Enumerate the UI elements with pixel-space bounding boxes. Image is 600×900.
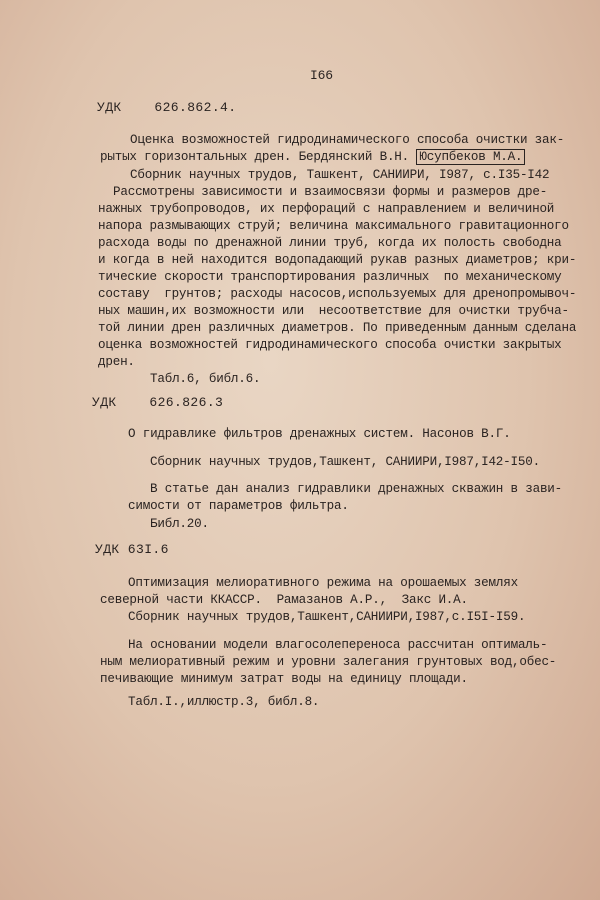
abstract-text-line: расхода воды по дренажной линии труб, когда их полость свободна <box>98 236 562 250</box>
source-citation: Сборник научных трудов,Ташкент, САНИИРИ,I987,I42-I50. <box>150 455 540 469</box>
source-citation: Сборник научных трудов,Ташкент,САНИИРИ,I987,с.I5I-I59. <box>128 610 526 624</box>
abstract-text-line: печивающие минимум затрат воды на единицу площади. <box>100 672 468 686</box>
abstract-text-line: На основании модели влагосолепереноса рассчитан оптималь- <box>128 638 548 652</box>
footnote-biblio: Библ.20. <box>150 517 209 531</box>
page-number: I66 <box>310 68 333 83</box>
udk-code: УДК 63I.6 <box>95 542 169 557</box>
abstract-text-line: дрен. <box>98 355 135 369</box>
abstract-text-line: напора размывающих струй; величина максимального гравитационного <box>98 219 569 233</box>
source-citation: Сборник научных трудов, Ташкент, САНИИРИ, I987, с.I35-I42 <box>130 168 550 182</box>
abstract-title-line: Оценка возможностей гидродинамического способа очистки зак- <box>130 133 565 147</box>
abstract-text-line: тические скорости транспортирования различных по механическому <box>98 270 562 284</box>
abstract-text-line: ным мелиоративный режим и уровни залегания грунтовых вод,обес- <box>100 655 557 669</box>
abstract-text-line: Рассмотрены зависимости и взаимосвязи формы и размеров дре- <box>113 185 548 199</box>
footnote-biblio: Табл.6, библ.6. <box>150 372 261 386</box>
abstract-text-line: той линии дрен различных диаметров. По приведенным данным сделана <box>98 321 577 335</box>
abstract-text-line: В статье дан анализ гидравлики дренажных скважин в зави- <box>150 482 563 496</box>
footnote-biblio: Табл.I.,иллюстр.3, библ.8. <box>128 695 320 709</box>
boxed-author: Юсупбеков М.А. <box>416 149 525 165</box>
abstract-title-line: рытых горизонтальных дрен. Бердянский В.Н. Юсупбеков М.А. <box>100 149 525 165</box>
udk-code: УДК 626.826.3 <box>92 395 224 410</box>
abstract-title-line: северной части ККАССР. Рамазанов А.Р., Закс И.А. <box>100 593 468 607</box>
abstract-text-line: нажных трубопроводов, их перфораций с направлением и величиной <box>98 202 555 216</box>
abstract-title-line: О гидравлике фильтров дренажных систем. Насонов В.Г. <box>128 427 511 441</box>
udk-code: УДК 626.862.4. <box>97 100 237 115</box>
abstract-text-line: ных машин,их возможности или несоответствие для очистки трубча- <box>98 304 569 318</box>
abstract-text-line: симости от параметров фильтра. <box>128 499 349 513</box>
abstract-title-line: Оптимизация мелиоративного режима на орошаемых землях <box>128 576 518 590</box>
abstract-text-line: оценка возможностей гидродинамического способа очистки закрытых <box>98 338 562 352</box>
abstract-text-line: и когда в ней находится водопадающий рукав разных диаметров; кри- <box>98 253 577 267</box>
abstract-text-line: составу грунтов; расходы насосов,используемых для дренопромывоч- <box>98 287 577 301</box>
